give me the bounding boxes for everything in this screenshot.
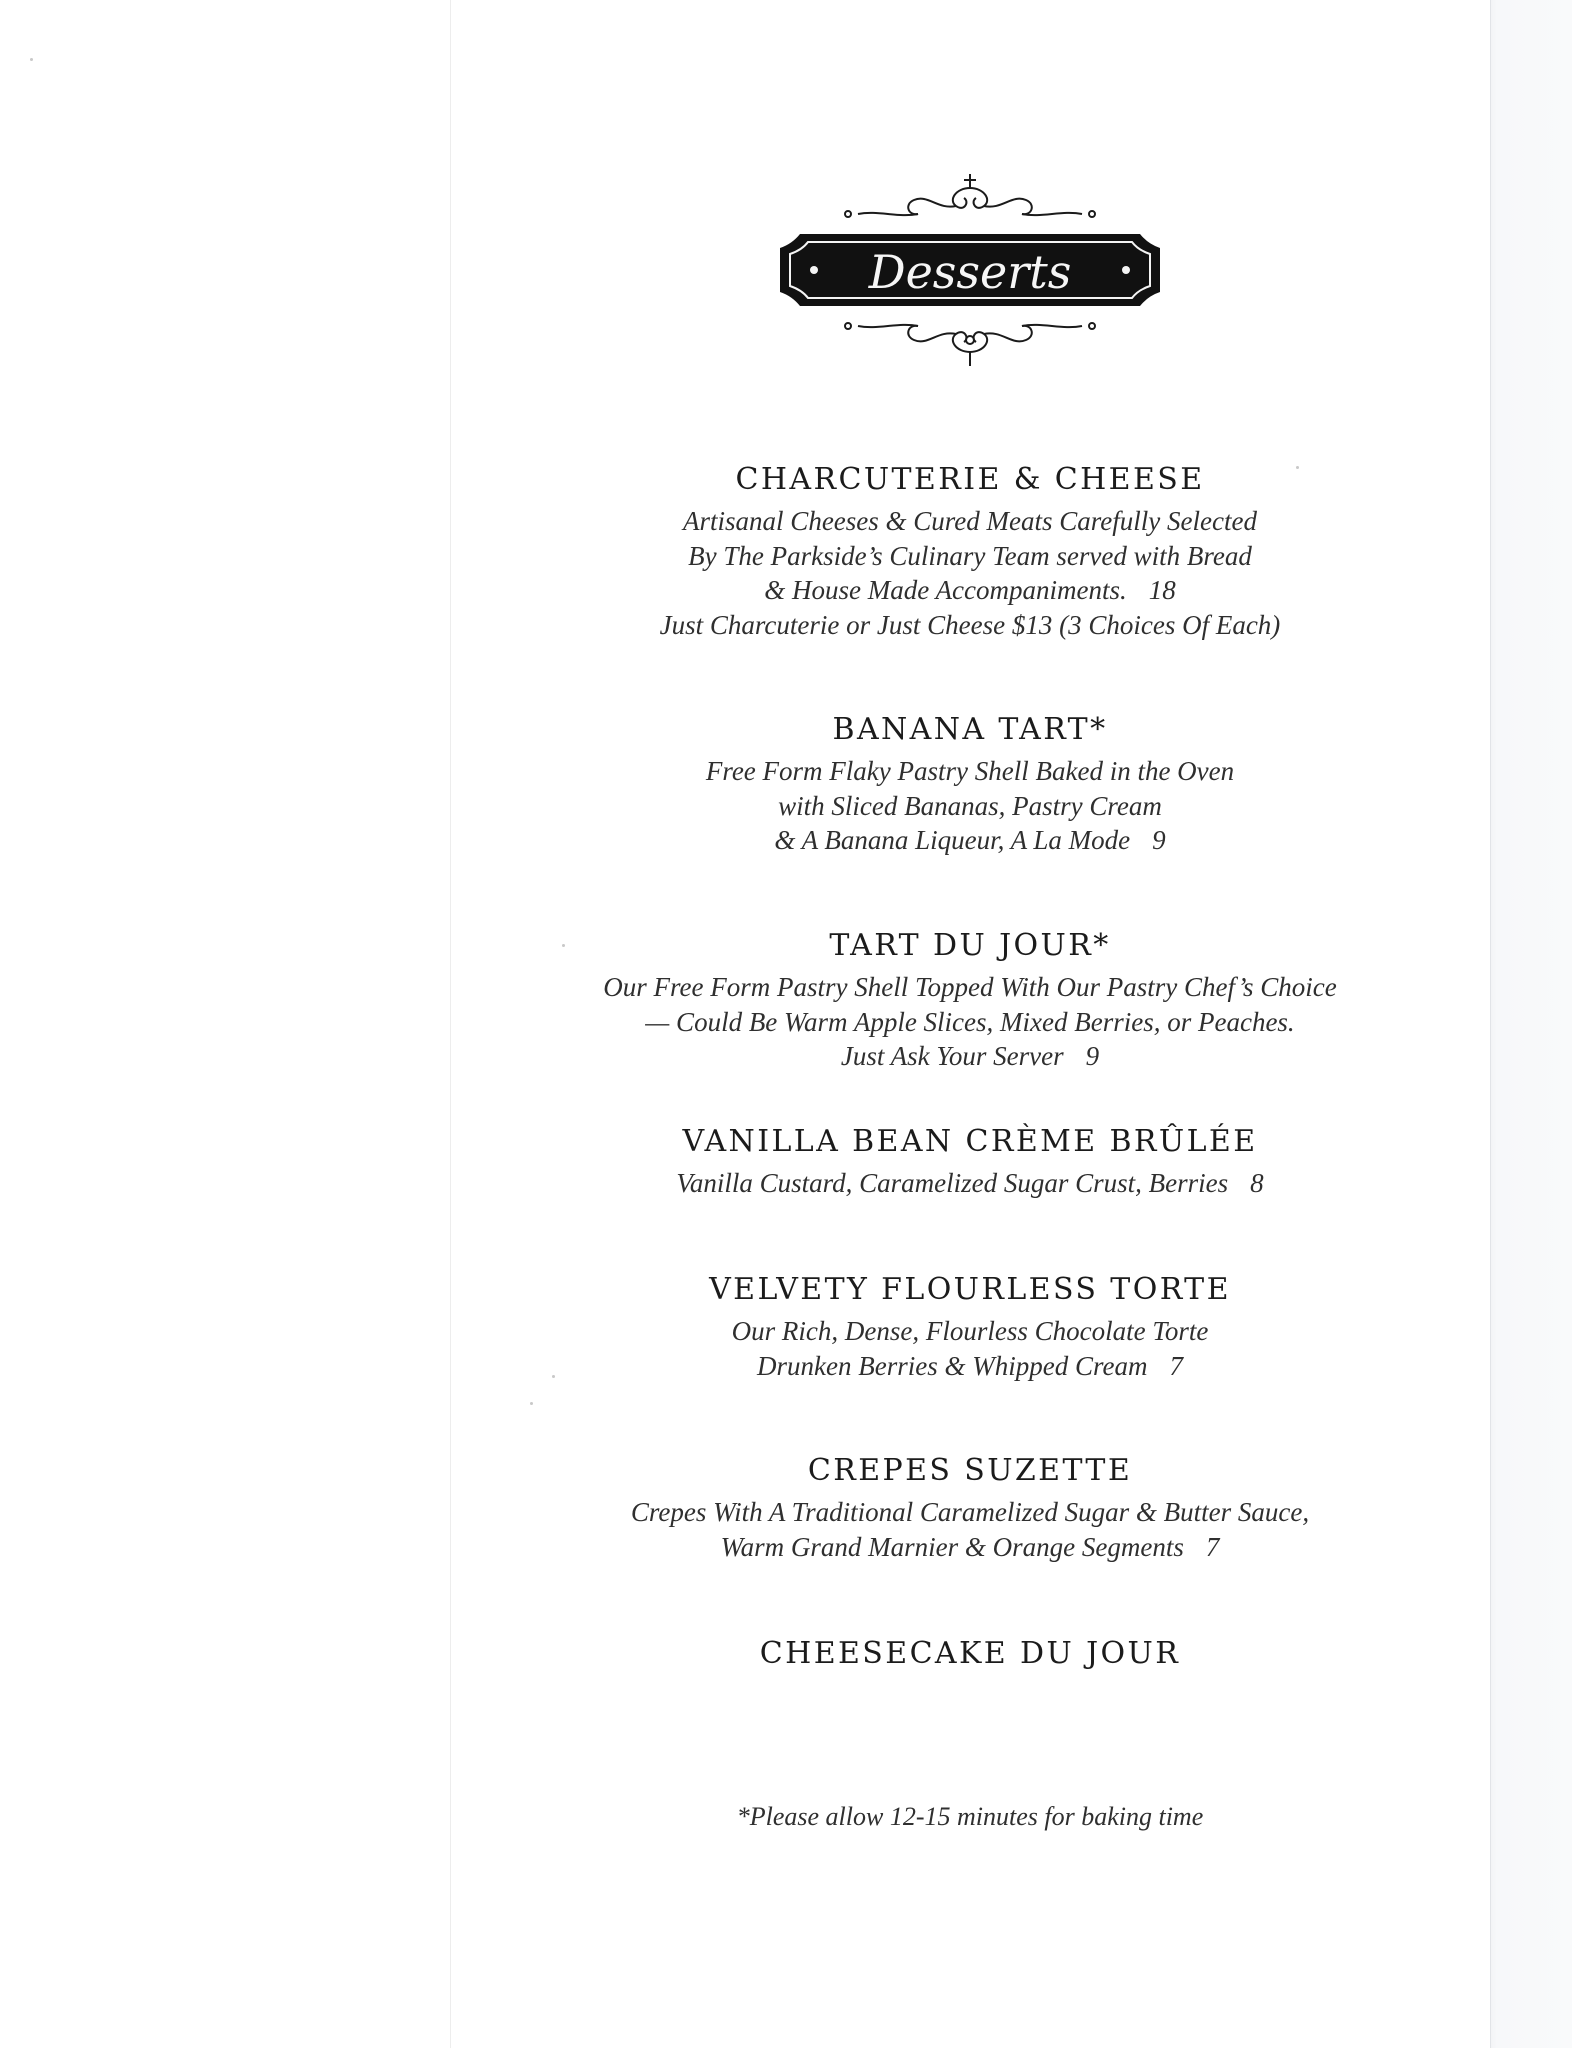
menu-item-charcuterie-cheese — [452, 460, 1488, 642]
right-fold-panel — [1490, 0, 1572, 2048]
description-line-text: Just Ask Your Server — [840, 1041, 1064, 1071]
menu-item-cheesecake-du-jour — [452, 1634, 1488, 1674]
menu-item-banana-tart — [452, 710, 1488, 858]
baking-time-footnote: *Please allow 12-15 minutes for baking time — [736, 1802, 1204, 1831]
description-line-text: & A Banana Liqueur, A La Mode — [774, 825, 1131, 855]
item-price: 18 — [1148, 575, 1176, 605]
header-title: Desserts — [868, 245, 1072, 299]
menu-item-creme-brulee — [452, 1122, 1488, 1201]
description-line: Free Form Flaky Pastry Shell Baked in the Oven — [705, 756, 1235, 786]
description-line: Our Free Form Pastry Shell Topped With Our Pastry Chef’s Choice — [603, 972, 1337, 1002]
description-line-text: Drunken Berries & Whipped Cream — [757, 1350, 1148, 1381]
item-price: 7 — [1205, 1531, 1220, 1562]
item-name: TART DU JOUR* — [829, 928, 1111, 963]
menu-item-tart-du-jour — [452, 926, 1488, 1074]
description-line-text: & House Made Accompaniments. — [764, 575, 1127, 605]
item-description — [452, 754, 1488, 858]
item-description — [452, 1495, 1488, 1564]
description-line — [452, 1349, 1488, 1384]
description-line: Just Charcuterie or Just Cheese $13 (3 Choices Of Each) — [659, 609, 1281, 640]
description-line: Crepes With A Traditional Caramelized Sugar & Butter Sauce, — [630, 1497, 1310, 1527]
item-price: 9 — [1085, 1041, 1100, 1071]
desserts-header-badge — [778, 170, 1162, 370]
item-price: 8 — [1250, 1168, 1264, 1198]
description-line-text: Vanilla Custard, Caramelized Sugar Crust, Berries — [676, 1168, 1229, 1198]
item-name: VANILLA BEAN CRÈME BRÛLÉE — [682, 1124, 1258, 1159]
description-line — [452, 1530, 1488, 1565]
item-name: VELVETY FLOURLESS TORTE — [709, 1272, 1231, 1307]
description-line — [452, 573, 1488, 608]
item-name: CREPES SUZETTE — [807, 1453, 1133, 1488]
item-name: BANANA TART* — [832, 712, 1108, 747]
item-name: CHARCUTERIE & CHEESE — [735, 462, 1205, 497]
dessert-menu — [452, 0, 1488, 2048]
description-line — [452, 1166, 1488, 1201]
description-line-text: Warm Grand Marnier & Orange Segments — [720, 1531, 1184, 1562]
description-line: with Sliced Bananas, Pastry Cream — [778, 790, 1162, 821]
description-line — [452, 823, 1488, 858]
description-line: Our Rich, Dense, Flourless Chocolate Torte — [731, 1316, 1209, 1346]
item-description — [452, 504, 1488, 642]
description-line: Artisanal Cheeses & Cured Meats Carefully Selected — [683, 506, 1257, 536]
left-fold-line — [450, 0, 451, 2048]
item-description — [452, 970, 1488, 1074]
item-price: 9 — [1152, 825, 1166, 855]
menu-item-crepes-suzette — [452, 1451, 1488, 1564]
item-description — [452, 1314, 1488, 1383]
item-description — [452, 1166, 1488, 1201]
description-line — [452, 1039, 1488, 1074]
menu-item-flourless-torte — [452, 1270, 1488, 1383]
description-line: By The Parkside’s Culinary Team served with Bread — [688, 540, 1252, 571]
item-price: 7 — [1169, 1350, 1183, 1381]
paper-speck — [30, 58, 33, 61]
ornament-frame — [778, 170, 1162, 370]
description-line: — Could Be Warm Apple Slices, Mixed Berries, or Peaches. — [645, 1006, 1295, 1037]
item-name: CHEESECAKE DU JOUR — [759, 1636, 1181, 1671]
